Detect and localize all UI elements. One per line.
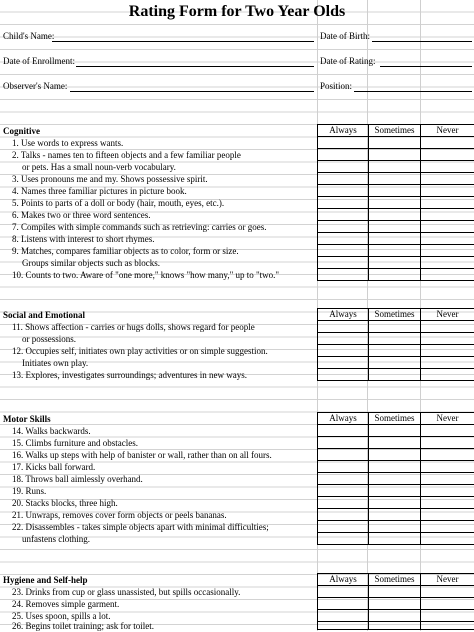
rating-grid-header — [317, 309, 474, 321]
rating-cell-never[interactable] — [420, 357, 474, 368]
rating-cell-sometimes[interactable] — [368, 233, 420, 244]
rating-cell-never[interactable] — [420, 437, 474, 448]
date-of-enrollment-label: Date of Enrollment: — [3, 56, 75, 66]
rating-cell-always[interactable] — [317, 173, 368, 184]
form-title: Rating Form for Two Year Olds — [128, 3, 346, 20]
item-line: 11. Shows affection - carries or hugs dolls, shows regard for people — [12, 322, 255, 332]
rating-row — [317, 586, 474, 598]
rating-cell-never[interactable] — [420, 610, 474, 621]
section-title-motor-skills: Motor Skills — [3, 414, 51, 424]
rating-cell-never[interactable] — [420, 345, 474, 356]
rating-row — [317, 209, 474, 221]
item-line: 22. Disassembles - takes simple objects apart with minimal difficulties; — [12, 522, 269, 532]
item-line: 17. Kicks ball forward. — [12, 462, 96, 472]
rating-cell-never[interactable] — [420, 598, 474, 609]
rating-cell-always[interactable] — [317, 209, 368, 220]
rating-cell-never[interactable] — [420, 533, 474, 544]
rating-row — [317, 173, 474, 185]
rating-row — [317, 149, 474, 161]
rating-cell-always[interactable] — [317, 185, 368, 196]
date-of-birth-label: Date of Birth: — [320, 31, 370, 41]
rating-cell-never[interactable] — [420, 149, 474, 160]
rating-cell-sometimes[interactable] — [368, 509, 420, 520]
item-line: 4. Names three familiar pictures in picture book. — [12, 186, 187, 196]
date-of-enrollment-field[interactable] — [76, 66, 314, 67]
observer-name-label: Observer's Name: — [3, 81, 68, 91]
rating-cell-sometimes[interactable] — [368, 357, 420, 368]
rating-cell-always[interactable] — [317, 622, 368, 629]
rating-cell-sometimes[interactable] — [368, 245, 420, 256]
rating-cell-always[interactable] — [317, 425, 368, 436]
rating-cell-always[interactable] — [317, 437, 368, 448]
column-always: Always — [317, 574, 368, 585]
rating-row — [317, 161, 474, 173]
item-line: 23. Drinks from cup or glass unassisted, but spills occasionally. — [12, 587, 241, 597]
column-sometimes: Sometimes — [368, 574, 420, 585]
rating-cell-never[interactable] — [420, 269, 474, 280]
column-never: Never — [420, 125, 474, 136]
rating-cell-sometimes[interactable] — [368, 473, 420, 484]
rating-cell-always[interactable] — [317, 161, 368, 172]
rating-cell-always[interactable] — [317, 257, 368, 268]
rating-row — [317, 485, 474, 497]
rating-row — [317, 369, 474, 381]
rating-cell-always[interactable] — [317, 369, 368, 380]
rating-cell-always[interactable] — [317, 461, 368, 472]
section-title-cognitive: Cognitive — [3, 126, 40, 136]
rating-row — [317, 610, 474, 622]
column-never: Never — [420, 574, 474, 585]
rating-cell-always[interactable] — [317, 610, 368, 621]
rating-cell-always[interactable] — [317, 137, 368, 148]
rating-cell-always[interactable] — [317, 321, 368, 332]
rating-row — [317, 509, 474, 521]
rating-cell-sometimes[interactable] — [368, 161, 420, 172]
rating-cell-always[interactable] — [317, 149, 368, 160]
rating-row — [317, 425, 474, 437]
rating-cell-never[interactable] — [420, 509, 474, 520]
column-always: Always — [317, 125, 368, 136]
item-line: 7. Compiles with simple commands such as retrieving: carries or goes. — [12, 222, 267, 232]
rating-cell-sometimes[interactable] — [368, 610, 420, 621]
item-line: 1. Use words to express wants. — [12, 138, 124, 148]
item-line: 15. Climbs furniture and obstacles. — [12, 438, 138, 448]
rating-cell-never[interactable] — [420, 369, 474, 380]
item-line: 2. Talks - names ten to fifteen objects and a few familiar people — [12, 150, 241, 160]
rating-cell-always[interactable] — [317, 269, 368, 280]
rating-row — [317, 521, 474, 533]
rating-cell-sometimes[interactable] — [368, 197, 420, 208]
rating-cell-sometimes[interactable] — [368, 333, 420, 344]
rating-cell-always[interactable] — [317, 245, 368, 256]
column-sometimes: Sometimes — [368, 125, 420, 136]
rating-row — [317, 461, 474, 473]
column-sometimes: Sometimes — [368, 309, 420, 320]
rating-cell-never[interactable] — [420, 257, 474, 268]
rating-cell-sometimes[interactable] — [368, 269, 420, 280]
rating-cell-sometimes[interactable] — [368, 461, 420, 472]
rating-cell-never[interactable] — [420, 185, 474, 196]
item-line: 24. Removes simple garment. — [12, 599, 120, 609]
rating-grid-hygiene-self-help — [317, 573, 474, 630]
rating-cell-sometimes[interactable] — [368, 437, 420, 448]
rating-cell-always[interactable] — [317, 233, 368, 244]
rating-cell-sometimes[interactable] — [368, 209, 420, 220]
rating-row — [317, 497, 474, 509]
rating-cell-never[interactable] — [420, 245, 474, 256]
rating-row — [317, 321, 474, 333]
rating-grid-social-emotional — [317, 308, 474, 381]
rating-cell-sometimes[interactable] — [368, 185, 420, 196]
rating-row — [317, 449, 474, 461]
rating-cell-sometimes[interactable] — [368, 622, 420, 629]
rating-grid-motor-skills — [317, 412, 474, 545]
rating-row — [317, 233, 474, 245]
item-line: Groups similar objects such as blocks. — [22, 258, 160, 268]
rating-cell-never[interactable] — [420, 586, 474, 597]
rating-grid-header — [317, 125, 474, 137]
rating-cell-never[interactable] — [420, 209, 474, 220]
item-line: or pets. Has a small noun-verb vocabulary. — [22, 162, 176, 172]
rating-cell-sometimes[interactable] — [368, 149, 420, 160]
column-sometimes: Sometimes — [368, 413, 420, 424]
item-line: 21. Unwraps, removes cover form objects or peels bananas. — [12, 510, 227, 520]
column-never: Never — [420, 309, 474, 320]
rating-cell-never[interactable] — [420, 321, 474, 332]
column-never: Never — [420, 413, 474, 424]
item-line: 25. Uses spoon, spills a lot. — [12, 611, 111, 621]
position-field[interactable] — [354, 91, 472, 92]
item-line: or possessions. — [22, 334, 77, 344]
item-line: 6. Makes two or three word sentences. — [12, 210, 151, 220]
rating-row — [317, 137, 474, 149]
rating-cell-sometimes[interactable] — [368, 521, 420, 532]
rating-cell-never[interactable] — [420, 137, 474, 148]
rating-cell-never[interactable] — [420, 461, 474, 472]
item-line: 14. Walks backwards. — [12, 426, 91, 436]
item-line: 19. Runs. — [12, 486, 47, 496]
item-line: 3. Uses pronouns me and my. Shows possessive spirit. — [12, 174, 208, 184]
rating-cell-sometimes[interactable] — [368, 173, 420, 184]
item-line: 26. Begins toilet training; ask for toilet. — [12, 621, 154, 631]
rating-row — [317, 437, 474, 449]
rating-row — [317, 345, 474, 357]
rating-grid-header — [317, 413, 474, 425]
rating-cell-always[interactable] — [317, 449, 368, 460]
date-of-birth-field[interactable] — [372, 41, 472, 42]
date-of-rating-label: Date of Rating: — [320, 56, 376, 66]
item-line: 13. Explores, investigates surroundings; adventures in new ways. — [12, 370, 247, 380]
rating-row — [317, 185, 474, 197]
section-title-hygiene-self-help: Hygiene and Self-help — [3, 575, 88, 585]
rating-cell-never[interactable] — [420, 622, 474, 629]
rating-cell-sometimes[interactable] — [368, 449, 420, 460]
rating-cell-never[interactable] — [420, 233, 474, 244]
item-line: 16. Walks up steps with help of banister or wall, rather than on all fours. — [12, 450, 272, 460]
rating-cell-sometimes[interactable] — [368, 257, 420, 268]
rating-cell-always[interactable] — [317, 221, 368, 232]
date-of-rating-field[interactable] — [380, 66, 472, 67]
rating-cell-never[interactable] — [420, 425, 474, 436]
item-line: Initiates own play. — [22, 358, 89, 368]
rating-cell-sometimes[interactable] — [368, 497, 420, 508]
rating-cell-sometimes[interactable] — [368, 137, 420, 148]
rating-cell-sometimes[interactable] — [368, 369, 420, 380]
rating-cell-never[interactable] — [420, 497, 474, 508]
rating-cell-always[interactable] — [317, 485, 368, 496]
rating-cell-always[interactable] — [317, 521, 368, 532]
child-name-field[interactable] — [52, 41, 314, 42]
rating-row — [317, 269, 474, 281]
rating-cell-never[interactable] — [420, 449, 474, 460]
item-line: 20. Stacks blocks, three high. — [12, 498, 118, 508]
item-line: unfastens clothing. — [22, 534, 90, 544]
observer-name-field[interactable] — [70, 91, 314, 92]
rating-row — [317, 221, 474, 233]
rating-cell-always[interactable] — [317, 509, 368, 520]
rating-cell-always[interactable] — [317, 497, 368, 508]
rating-cell-always[interactable] — [317, 333, 368, 344]
rating-cell-sometimes[interactable] — [368, 533, 420, 544]
rating-cell-sometimes[interactable] — [368, 425, 420, 436]
rating-cell-never[interactable] — [420, 485, 474, 496]
rating-row — [317, 622, 474, 630]
item-line: 18. Throws ball aimlessly overhand. — [12, 474, 143, 484]
position-label: Position: — [320, 81, 353, 91]
rating-cell-never[interactable] — [420, 333, 474, 344]
column-always: Always — [317, 413, 368, 424]
item-line: 5. Points to parts of a doll or body (hair, mouth, eyes, etc.). — [12, 198, 225, 208]
rating-grid-cognitive — [317, 124, 474, 281]
rating-cell-never[interactable] — [420, 197, 474, 208]
rating-row — [317, 357, 474, 369]
rating-cell-always[interactable] — [317, 533, 368, 544]
rating-row — [317, 598, 474, 610]
rating-row — [317, 333, 474, 345]
child-name-label: Child's Name: — [3, 31, 55, 41]
rating-cell-always[interactable] — [317, 473, 368, 484]
rating-cell-never[interactable] — [420, 473, 474, 484]
rating-cell-never[interactable] — [420, 521, 474, 532]
rating-cell-always[interactable] — [317, 197, 368, 208]
rating-cell-sometimes[interactable] — [368, 221, 420, 232]
rating-cell-never[interactable] — [420, 173, 474, 184]
rating-cell-always[interactable] — [317, 598, 368, 609]
rating-cell-sometimes[interactable] — [368, 345, 420, 356]
rating-cell-always[interactable] — [317, 357, 368, 368]
rating-row — [317, 257, 474, 269]
rating-cell-sometimes[interactable] — [368, 485, 420, 496]
rating-row — [317, 197, 474, 209]
rating-row — [317, 533, 474, 545]
item-line: 9. Matches, compares familiar objects as to color, form or size. — [12, 246, 239, 256]
rating-cell-always[interactable] — [317, 345, 368, 356]
rating-cell-always[interactable] — [317, 586, 368, 597]
rating-cell-never[interactable] — [420, 161, 474, 172]
item-line: 10. Counts to two. Aware of "one more," knows "how many," up to "two." — [12, 270, 280, 280]
rating-cell-sometimes[interactable] — [368, 321, 420, 332]
rating-cell-never[interactable] — [420, 221, 474, 232]
column-always: Always — [317, 309, 368, 320]
item-line: 12. Occupies self, initiates own play activities or on simple suggestion. — [12, 346, 268, 356]
section-title-social-emotional: Social and Emotional — [3, 310, 86, 320]
rating-row — [317, 245, 474, 257]
rating-row — [317, 473, 474, 485]
item-line: 8. Listens with interest to short rhymes. — [12, 234, 155, 244]
rating-cell-sometimes[interactable] — [368, 598, 420, 609]
rating-cell-sometimes[interactable] — [368, 586, 420, 597]
rating-grid-header — [317, 574, 474, 586]
